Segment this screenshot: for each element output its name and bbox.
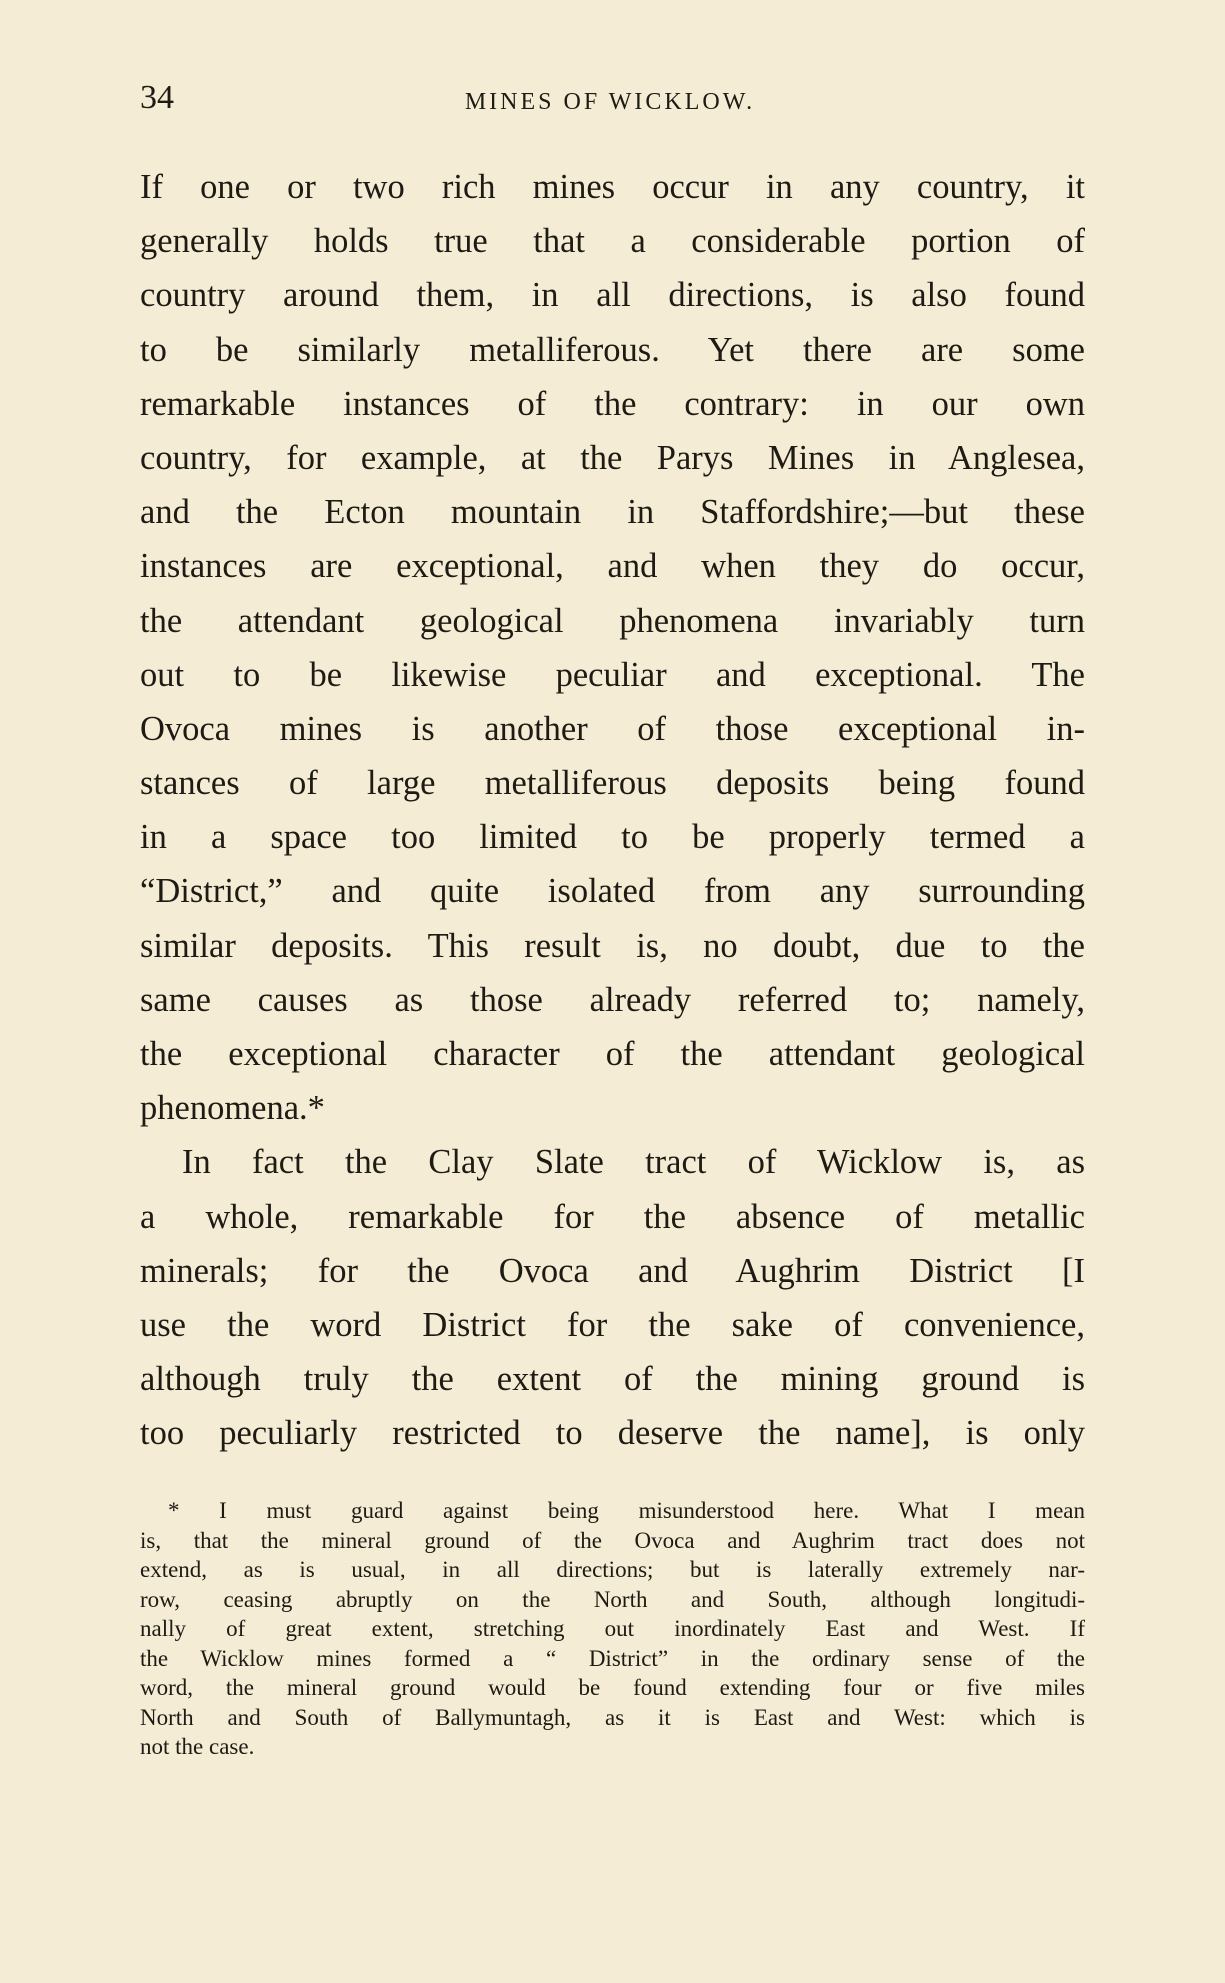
text-line: In fact the Clay Slate tract of Wicklow is, as — [182, 1143, 1085, 1182]
text-line: generally holds true that a considerable portion of — [140, 222, 1085, 261]
text-line: If one or two rich mines occur in any country, it — [140, 168, 1085, 206]
text-line: remarkable instances of the contrary: in our own — [140, 384, 1085, 423]
text-line: “District,” and quite isolated from any surrounding — [140, 872, 1085, 911]
footnote-line: word, the mineral ground would be found extending four or five miles — [140, 1675, 1085, 1700]
text-line: instances are exceptional, and when they do occur, — [140, 547, 1085, 586]
page-header — [140, 78, 1080, 118]
text-line: in a space too limited to be properly termed a — [140, 818, 1085, 857]
footnote-line: row, ceasing abruptly on the North and South, although longitudi- — [140, 1586, 1085, 1612]
text-line: stances of large metalliferous deposits being found — [140, 764, 1085, 803]
text-line: the attendant geological phenomena invariably turn — [140, 601, 1085, 640]
text-line: use the word District for the sake of convenience, — [140, 1305, 1085, 1344]
footnote-line: not the case. — [140, 1734, 255, 1759]
footnote — [140, 1496, 1085, 1762]
page-number: 34 — [140, 79, 174, 116]
text-line: although truly the extent of the mining ground is — [140, 1360, 1085, 1399]
text-line: minerals; for the Ovoca and Aughrim District [I — [140, 1251, 1085, 1290]
text-line: the exceptional character of the attendant geological — [140, 1035, 1085, 1073]
footnote-line: extend, as is usual, in all directions; but is laterally extremely nar- — [140, 1557, 1085, 1582]
text-line: and the Ecton mountain in Staffordshire;—but these — [140, 493, 1085, 532]
text-line: a whole, remarkable for the absence of metallic — [140, 1197, 1085, 1236]
text-line: same causes as those already referred to; namely, — [140, 980, 1085, 1019]
footnote-line: is, that the mineral ground of the Ovoca and Aughrim tract does not — [140, 1527, 1085, 1553]
footnote-line: * I must guard against being misunderstood here. What I mean — [168, 1498, 1085, 1523]
text-line: country, for example, at the Parys Mines in Anglesea, — [140, 438, 1085, 477]
text-line: to be similarly metalliferous. Yet there are some — [140, 330, 1085, 369]
text-line: country around them, in all directions, is also found — [140, 276, 1085, 315]
text-line: out to be likewise peculiar and exceptional. The — [140, 655, 1085, 694]
main-text — [140, 160, 1085, 1461]
footnote-line: the Wicklow mines formed a “ District” in the ordinary sense of the — [140, 1645, 1085, 1671]
text-line: too peculiarly restricted to deserve the name], is only — [140, 1414, 1085, 1453]
text-line: similar deposits. This result is, no doubt, due to the — [140, 926, 1085, 965]
text-line: Ovoca mines is another of those exceptional in- — [140, 709, 1085, 748]
text-line: phenomena.* — [140, 1089, 325, 1128]
running-title: MINES OF WICKLOW. — [464, 89, 756, 115]
footnote-line: nally of great extent, stretching out inordinately East and West. If — [140, 1616, 1085, 1641]
footnote-line: North and South of Ballymuntagh, as it is East and West: which is — [140, 1704, 1085, 1730]
